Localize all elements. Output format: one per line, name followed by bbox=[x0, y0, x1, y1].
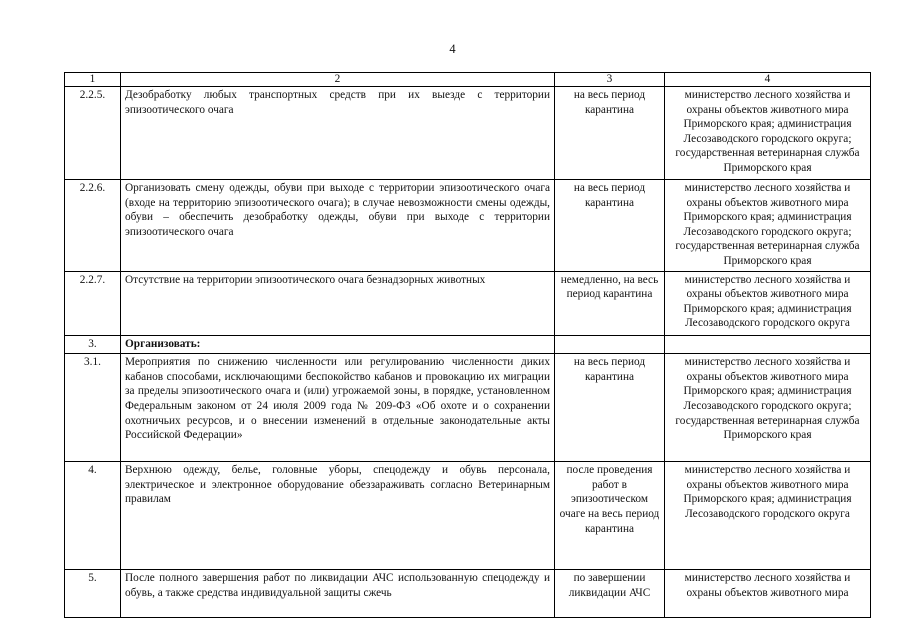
row-responsible: министерство лесного хозяйства и охраны объектов животного мира Приморского края; администрация Лесозаводского городского округа; государственная ветеринарная служба Приморского края bbox=[665, 354, 871, 462]
row-term: на весь период карантина bbox=[555, 354, 665, 462]
table-row bbox=[65, 354, 871, 462]
row-measure: Мероприятия по снижению численности или регулированию численности диких кабанов способами, исключающими беспокойство кабанов и провокацию их миграции за пределы эпизоотического очага и (или) угрожаемой зоны, в порядке, установленном Федеральным законом от 24 июля 2009 года № 209-ФЗ «Об охоте и о сохранении охотничьих ресурсов, и о внесении изменений в отдельные законодательные акты Российской Федерации» bbox=[121, 354, 555, 462]
row-measure: Дезобработку любых транспортных средств при их выезде с территории эпизоотического очага bbox=[121, 87, 555, 180]
row-responsible: министерство лесного хозяйства и охраны объектов животного мира Приморского края; администрация Лесозаводского городского округа; государственная ветеринарная служба Приморского края bbox=[665, 87, 871, 180]
row-responsible bbox=[665, 335, 871, 354]
page-number: 4 bbox=[449, 42, 456, 56]
header-col-3: 3 bbox=[555, 73, 665, 87]
row-number: 4. bbox=[65, 462, 121, 570]
row-term: на весь период карантина bbox=[555, 180, 665, 272]
row-measure: Отсутствие на территории эпизоотического очага безнадзорных животных bbox=[121, 271, 555, 335]
row-term bbox=[555, 335, 665, 354]
row-term: на весь период карантина bbox=[555, 87, 665, 180]
row-number: 2.2.5. bbox=[65, 87, 121, 180]
row-term: по завершении ликвидации АЧС bbox=[555, 570, 665, 618]
row-measure: Организовать: bbox=[121, 335, 555, 354]
table-row bbox=[65, 570, 871, 618]
row-number: 5. bbox=[65, 570, 121, 618]
table-header-row bbox=[65, 73, 871, 87]
row-measure: После полного завершения работ по ликвидации АЧС использованную спецодежду и обувь, а также средства индивидуальной защиты сжечь bbox=[121, 570, 555, 618]
table-row bbox=[65, 87, 871, 180]
table-row bbox=[65, 180, 871, 272]
row-number: 3. bbox=[65, 335, 121, 354]
row-term: немедленно, на весь период карантина bbox=[555, 271, 665, 335]
table-row bbox=[65, 335, 871, 354]
row-responsible: министерство лесного хозяйства и охраны объектов животного мира bbox=[665, 570, 871, 618]
row-number: 2.2.7. bbox=[65, 271, 121, 335]
row-measure: Верхнюю одежду, белье, головные уборы, спецодежду и обувь персонала, электрическое и электронное оборудование обеззараживать согласно Ветеринарным правилам bbox=[121, 462, 555, 570]
table-row bbox=[65, 271, 871, 335]
row-responsible: министерство лесного хозяйства и охраны объектов животного мира Приморского края; администрация Лесозаводского городского округа; государственная ветеринарная служба Приморского края bbox=[665, 180, 871, 272]
header-col-1: 1 bbox=[65, 73, 121, 87]
header-col-4: 4 bbox=[665, 73, 871, 87]
row-term: после проведения работ в эпизоотическом очаге на весь период карантина bbox=[555, 462, 665, 570]
row-responsible: министерство лесного хозяйства и охраны объектов животного мира Приморского края; администрация Лесозаводского городского округа bbox=[665, 271, 871, 335]
header-col-2: 2 bbox=[121, 73, 555, 87]
row-number: 3.1. bbox=[65, 354, 121, 462]
row-responsible: министерство лесного хозяйства и охраны объектов животного мира Приморского края; администрация Лесозаводского городского округа bbox=[665, 462, 871, 570]
table-row bbox=[65, 462, 871, 570]
row-number: 2.2.6. bbox=[65, 180, 121, 272]
measures-table bbox=[64, 72, 871, 618]
row-measure: Организовать смену одежды, обуви при выходе с территории эпизоотического очага (входе на территорию эпизоотического очага); в случае невозможности смены одежды, обуви – обеспечить дезобработку одежды, обуви при выходе с территории эпизоотического очага bbox=[121, 180, 555, 272]
